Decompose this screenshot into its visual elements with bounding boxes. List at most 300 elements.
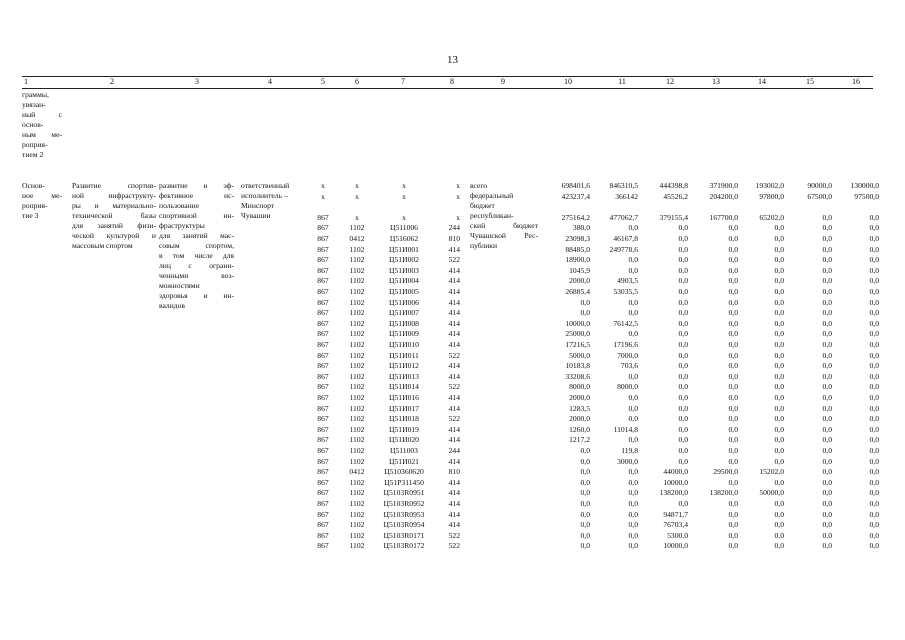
funding-source-cell: [470, 181, 538, 251]
text-line: валидов: [159, 301, 186, 310]
table-cell-c12: 0,0: [678, 287, 688, 296]
text-line: ное ме-: [22, 191, 62, 200]
table-cell-c12: 5300,0: [667, 530, 688, 540]
table-cell-c8: 414: [448, 361, 460, 371]
table-cell-c5: 867: [317, 456, 329, 466]
text-line: увязан-: [22, 100, 46, 109]
text-line: совым спортом,: [159, 241, 234, 250]
table-cell-c11: 0,0: [628, 488, 638, 498]
text-line: граммы,: [22, 90, 49, 99]
table-cell-c13: 167700,0: [709, 212, 738, 222]
text-line: всего: [470, 181, 488, 190]
text-line: лиц с ограни-: [159, 261, 234, 270]
table-cell-c13: 0,0: [728, 509, 738, 519]
table-cell-c6: 1102: [349, 541, 365, 551]
table-cell-c6: 1102: [349, 382, 365, 392]
table-cell-c6: 1102: [349, 340, 365, 349]
table-cell-c15: 0,0: [822, 350, 832, 360]
table-cell-c15: 0,0: [822, 318, 832, 328]
text-line: Минспорт: [241, 201, 275, 210]
table-cell-c16: 0,0: [869, 446, 879, 455]
table-cell-c15: 0,0: [822, 403, 832, 413]
table-cell-c8: 414: [448, 435, 460, 445]
table-cell-c6: 1102: [349, 287, 365, 296]
table-cell-c8: 414: [448, 297, 460, 307]
table-cell-c6: 1102: [349, 371, 365, 381]
table-cell-c6: 1102: [349, 393, 365, 402]
table-cell-c14: 0,0: [774, 435, 784, 445]
text-line: ным ме-: [22, 130, 62, 139]
table-cell-c13: 0,0: [728, 276, 738, 286]
table-cell-c8: 414: [448, 329, 460, 339]
table-cell-c10: 23098,3: [565, 234, 590, 243]
table-cell-c10: 1260,0: [569, 424, 590, 434]
table-cell-c7: Ц5103R0171: [383, 530, 425, 540]
table-cell-c10: 10000,0: [565, 318, 590, 328]
table-cell-c14: 0,0: [774, 308, 784, 318]
table-cell-c16: 0,0: [869, 276, 879, 286]
table-cell-c13: 0,0: [728, 329, 738, 339]
table-cell-c7: Ц510360620: [384, 467, 424, 477]
table-cell-c10: 0,0: [580, 499, 590, 508]
table-cell-c8: 244: [448, 446, 460, 455]
table-cell-c16: 0,0: [869, 287, 879, 296]
prev-row-col1-text: [22, 90, 62, 160]
table-cell-c6: 1102: [349, 530, 365, 540]
table-cell-c8: 414: [448, 308, 460, 318]
text-line: роприя-: [22, 140, 48, 149]
table-cell-c7: Ц516062: [389, 234, 419, 243]
table-cell-c15: 0,0: [822, 488, 832, 498]
table-cell-c14: 0,0: [774, 477, 784, 487]
table-cell-c13: 29500,0: [713, 467, 738, 477]
table-cell-c8: 414: [448, 456, 460, 466]
table-cell-c12: 45526,2: [663, 191, 688, 201]
table-cell-c13: 0,0: [728, 244, 738, 254]
table-cell-c6: 1102: [349, 424, 365, 434]
table-cell-c14: 0,0: [774, 244, 784, 254]
table-cell-c14: 0,0: [774, 223, 784, 233]
column-number-15: 15: [806, 77, 814, 86]
table-cell-c16: 0,0: [869, 435, 879, 445]
table-cell-c8: 522: [448, 350, 460, 360]
table-cell-c6: 1102: [349, 308, 365, 318]
table-cell-c10: 1283,5: [569, 403, 590, 413]
table-cell-c14: 0,0: [774, 382, 784, 392]
table-cell-c12: 0,0: [678, 234, 688, 243]
column-number-11: 11: [618, 77, 626, 86]
table-cell-c7: Ц5103R0954: [383, 520, 425, 530]
column-number-13: 13: [712, 77, 720, 86]
table-cell-c7: Ц51И006: [389, 297, 419, 307]
table-cell-c12: 0,0: [678, 393, 688, 402]
table-cell-c14: 50000,0: [759, 488, 784, 498]
table-cell-c10: 1217,2: [569, 435, 590, 445]
table-cell-c16: 0,0: [869, 371, 879, 381]
table-cell-c12: 76703,4: [663, 520, 688, 530]
table-cell-c5: 867: [317, 393, 329, 402]
table-cell-c15: 0,0: [822, 467, 832, 477]
table-cell-c15: 0,0: [822, 541, 832, 551]
table-cell-c11: 0,0: [628, 297, 638, 307]
table-cell-c6: 1102: [349, 435, 365, 445]
measure-goal-cell: [159, 181, 234, 311]
table-cell-c12: 0,0: [678, 255, 688, 265]
table-cell-c8: 414: [448, 520, 460, 530]
measure-name-cell: [22, 181, 62, 221]
table-cell-c8: 810: [448, 467, 460, 477]
table-cell-c11: 76142,5: [613, 318, 638, 328]
table-cell-c16: 0,0: [869, 265, 879, 275]
table-cell-c7: Ц51И018: [389, 414, 419, 424]
table-cell-c15: 0,0: [822, 329, 832, 339]
column-number-9: 9: [501, 77, 505, 86]
table-cell-c10: 423237,4: [561, 191, 590, 201]
table-cell-c10: 17216,5: [565, 340, 590, 349]
table-cell-c14: 0,0: [774, 414, 784, 424]
table-cell-c5: 867: [317, 541, 329, 551]
table-cell-c15: 0,0: [822, 308, 832, 318]
table-cell-c5: x: [321, 181, 325, 190]
table-cell-c15: 0,0: [822, 477, 832, 487]
table-cell-c16: 0,0: [869, 509, 879, 519]
table-cell-c16: 0,0: [869, 318, 879, 328]
table-cell-c6: 1102: [349, 477, 365, 487]
table-cell-c14: 0,0: [774, 361, 784, 371]
table-cell-c8: 414: [448, 340, 460, 349]
table-cell-c10: 0,0: [580, 530, 590, 540]
table-cell-c10: 0,0: [580, 520, 590, 530]
table-cell-c7: Ц51И010: [389, 340, 419, 349]
table-cell-c12: 444398,8: [659, 181, 688, 190]
table-cell-c14: 0,0: [774, 456, 784, 466]
table-cell-c11: 0,0: [628, 520, 638, 530]
table-cell-c14: 0,0: [774, 297, 784, 307]
table-cell-c7: Ц51И007: [389, 308, 419, 318]
table-cell-c13: 0,0: [728, 477, 738, 487]
table-cell-c16: 0,0: [869, 382, 879, 392]
table-cell-c10: 0,0: [580, 297, 590, 307]
table-cell-c16: 0,0: [869, 530, 879, 540]
table-cell-c7: Ц51И001: [389, 244, 419, 254]
table-cell-c7: Ц5103R0951: [383, 488, 425, 498]
table-cell-c6: 1102: [349, 244, 365, 254]
table-cell-c5: 867: [317, 223, 329, 233]
table-cell-c16: 0,0: [869, 520, 879, 530]
table-cell-c8: 414: [448, 403, 460, 413]
text-line: ответственный: [241, 181, 290, 190]
table-cell-c11: 7000,0: [617, 350, 638, 360]
table-cell-c12: 0,0: [678, 350, 688, 360]
table-cell-c15: 0,0: [822, 424, 832, 434]
table-cell-c8: 414: [448, 244, 460, 254]
text-line: для занятий мас-: [159, 231, 234, 240]
table-cell-c5: 867: [317, 265, 329, 275]
table-cell-c6: 1102: [349, 446, 365, 455]
page-number: 13: [447, 54, 458, 66]
table-cell-c15: 0,0: [822, 234, 832, 243]
table-cell-c5: 867: [317, 499, 329, 508]
table-cell-c15: 0,0: [822, 393, 832, 402]
table-cell-c7: Ц51И003: [389, 265, 419, 275]
table-cell-c16: 0,0: [869, 361, 879, 371]
text-line: исполнитель –: [241, 191, 288, 200]
table-cell-c15: 0,0: [822, 287, 832, 296]
text-line: фраструктуры: [159, 221, 205, 230]
table-cell-c12: 0,0: [678, 340, 688, 349]
table-cell-c5: 867: [317, 520, 329, 530]
table-cell-c8: 414: [448, 276, 460, 286]
table-cell-c16: 0,0: [869, 350, 879, 360]
table-cell-c14: 15202,0: [759, 467, 784, 477]
column-number-2: 2: [110, 77, 114, 86]
table-cell-c7: Ц51И021: [389, 456, 419, 466]
table-cell-c16: 0,0: [869, 424, 879, 434]
table-cell-c6: 1102: [349, 520, 365, 530]
table-cell-c7: Ц511003: [390, 446, 418, 455]
text-line: ченными воз-: [159, 271, 234, 280]
table-cell-c15: 0,0: [822, 276, 832, 286]
column-number-14: 14: [758, 77, 766, 86]
table-cell-c15: 90000,0: [807, 181, 832, 190]
table-cell-c10: 8000,0: [569, 382, 590, 392]
table-cell-c5: 867: [317, 467, 329, 477]
table-cell-c16: 0,0: [869, 456, 879, 466]
table-cell-c7: x: [402, 191, 406, 201]
table-cell-c11: 0,0: [628, 371, 638, 381]
table-cell-c12: 0,0: [678, 329, 688, 339]
table-cell-c6: 1102: [349, 488, 365, 498]
table-cell-c11: 0,0: [628, 435, 638, 445]
table-cell-c10: 25000,0: [565, 329, 590, 339]
table-cell-c13: 0,0: [728, 297, 738, 307]
table-cell-c7: Ц51И020: [389, 435, 419, 445]
table-cell-c15: 0,0: [822, 361, 832, 371]
table-cell-c15: 0,0: [822, 435, 832, 445]
table-cell-c12: 0,0: [678, 382, 688, 392]
table-cell-c16: 0,0: [869, 234, 879, 243]
table-cell-c6: x: [355, 191, 359, 201]
table-cell-c7: Ц51И012: [389, 361, 419, 371]
column-number-16: 16: [852, 77, 860, 86]
table-cell-c11: 0,0: [628, 467, 638, 477]
table-cell-c8: 414: [448, 318, 460, 328]
text-line: ной инфраструкту-: [72, 191, 156, 200]
table-cell-c15: 0,0: [822, 265, 832, 275]
table-cell-c14: 65202,0: [759, 212, 784, 222]
column-number-10: 10: [564, 77, 572, 86]
table-cell-c12: 0,0: [678, 318, 688, 328]
table-cell-c7: Ц51И002: [389, 255, 419, 265]
table-cell-c6: 1102: [349, 456, 365, 466]
text-line: в том числе для: [159, 251, 234, 260]
table-cell-c14: 0,0: [774, 509, 784, 519]
table-cell-c15: 0,0: [822, 297, 832, 307]
table-cell-c6: 1102: [349, 265, 365, 275]
table-cell-c15: 0,0: [822, 414, 832, 424]
table-cell-c11: 8000,0: [617, 382, 638, 392]
table-cell-c5: 867: [317, 382, 329, 392]
table-cell-c13: 0,0: [728, 255, 738, 265]
table-cell-c16: 0,0: [869, 414, 879, 424]
table-cell-c14: 0,0: [774, 255, 784, 265]
text-line: федеральный: [470, 191, 514, 200]
table-cell-c8: 244: [448, 223, 460, 233]
table-cell-c13: 0,0: [728, 499, 738, 508]
table-cell-c14: 0,0: [774, 371, 784, 381]
table-cell-c10: 26885,4: [565, 287, 590, 296]
table-cell-c13: 0,0: [728, 361, 738, 371]
table-cell-c10: 0,0: [580, 446, 590, 455]
table-cell-c14: 0,0: [774, 265, 784, 275]
table-cell-c10: 380,0: [572, 223, 590, 233]
table-cell-c6: 1102: [349, 414, 365, 424]
table-cell-c7: Ц51Р311450: [384, 477, 424, 487]
text-line: Чувашии: [241, 211, 271, 220]
table-cell-c13: 0,0: [728, 223, 738, 233]
column-number-8: 8: [450, 77, 454, 86]
text-line: ный с: [22, 110, 62, 119]
text-line: тием 2: [22, 150, 44, 159]
table-cell-c11: 53035,5: [613, 287, 638, 296]
table-cell-c8: 414: [448, 265, 460, 275]
table-cell-c8: 414: [448, 393, 460, 402]
table-cell-c14: 193002,0: [755, 181, 784, 190]
text-line: бюджет: [470, 201, 495, 210]
table-cell-c5: 867: [317, 446, 329, 455]
table-cell-c14: 0,0: [774, 318, 784, 328]
table-cell-c16: 0,0: [869, 541, 879, 551]
table-cell-c16: 0,0: [869, 499, 879, 508]
table-cell-c7: Ц51И016: [389, 393, 419, 402]
table-cell-c12: 0,0: [678, 244, 688, 254]
table-cell-c12: 0,0: [678, 361, 688, 371]
table-cell-c11: 0,0: [628, 255, 638, 265]
table-cell-c11: 703,6: [620, 361, 638, 371]
table-cell-c12: 0,0: [678, 435, 688, 445]
table-cell-c15: 67500,0: [807, 191, 832, 201]
table-cell-c15: 0,0: [822, 456, 832, 466]
table-cell-c15: 0,0: [822, 530, 832, 540]
table-cell-c6: 1102: [349, 499, 365, 508]
table-cell-c13: 0,0: [728, 446, 738, 455]
table-cell-c12: 379155,4: [659, 212, 688, 222]
table-cell-c10: 2000,0: [569, 393, 590, 402]
table-cell-c14: 97800,0: [759, 191, 784, 201]
table-cell-c16: 0,0: [869, 255, 879, 265]
table-cell-c12: 94871,7: [663, 509, 688, 519]
table-cell-c12: 44000,0: [663, 467, 688, 477]
column-number-1: 1: [24, 77, 28, 86]
table-cell-c5: x: [321, 191, 325, 201]
table-cell-c12: 0,0: [678, 499, 688, 508]
table-cell-c12: 10000,0: [663, 477, 688, 487]
table-cell-c11: 0,0: [628, 223, 638, 233]
table-cell-c10: 0,0: [580, 308, 590, 318]
table-cell-c13: 0,0: [728, 393, 738, 402]
text-line: для занятий физи-: [72, 221, 156, 230]
table-cell-c11: 0,0: [628, 414, 638, 424]
table-cell-c11: 0,0: [628, 499, 638, 508]
table-cell-c14: 0,0: [774, 541, 784, 551]
table-cell-c8: 414: [448, 499, 460, 508]
table-cell-c10: 0,0: [580, 541, 590, 551]
table-cell-c10: 2000,0: [569, 276, 590, 286]
table-cell-c14: 0,0: [774, 329, 784, 339]
column-number-5: 5: [321, 77, 325, 86]
table-cell-c13: 0,0: [728, 435, 738, 445]
table-cell-c7: Ц51И013: [389, 371, 419, 381]
table-cell-c10: 33208,6: [565, 371, 590, 381]
table-cell-c12: 0,0: [678, 446, 688, 455]
table-cell-c10: 18900,0: [565, 255, 590, 265]
text-line: массовым спортом: [72, 241, 133, 250]
table-cell-c12: 0,0: [678, 297, 688, 307]
table-cell-c5: 867: [317, 287, 329, 296]
text-line: публики: [470, 241, 498, 250]
table-cell-c8: 810: [448, 234, 460, 243]
text-line: основ-: [22, 120, 44, 129]
table-cell-c6: 1102: [349, 255, 365, 265]
table-cell-c13: 0,0: [728, 265, 738, 275]
table-cell-c10: 275164,2: [561, 212, 590, 222]
table-cell-c13: 0,0: [728, 350, 738, 360]
text-line: республикан-: [470, 211, 514, 220]
table-cell-c7: Ц51И004: [389, 276, 419, 286]
table-cell-c14: 0,0: [774, 393, 784, 402]
table-cell-c15: 0,0: [822, 255, 832, 265]
table-cell-c8: 522: [448, 414, 460, 424]
table-cell-c12: 0,0: [678, 424, 688, 434]
table-cell-c5: 867: [317, 361, 329, 371]
table-cell-c12: 0,0: [678, 265, 688, 275]
table-cell-c14: 0,0: [774, 424, 784, 434]
text-line: Чувашской Рес-: [470, 231, 538, 240]
table-cell-c16: 0,0: [869, 212, 879, 222]
table-cell-c15: 0,0: [822, 509, 832, 519]
table-cell-c16: 0,0: [869, 393, 879, 402]
header-bottom-rule: [22, 88, 873, 89]
table-cell-c11: 0,0: [628, 265, 638, 275]
table-cell-c15: 0,0: [822, 340, 832, 349]
table-cell-c6: 1102: [349, 223, 365, 233]
table-cell-c15: 0,0: [822, 382, 832, 392]
text-line: можностями: [159, 281, 200, 290]
text-line: Развитие спортив-: [72, 181, 156, 190]
column-number-12: 12: [666, 77, 674, 86]
table-cell-c16: 0,0: [869, 488, 879, 498]
table-cell-c16: 0,0: [869, 244, 879, 254]
table-cell-c5: 867: [317, 329, 329, 339]
table-cell-c13: 0,0: [728, 541, 738, 551]
table-cell-c13: 0,0: [728, 414, 738, 424]
table-cell-c6: 1102: [349, 297, 365, 307]
table-cell-c6: 1102: [349, 403, 365, 413]
text-line: здоровья и ин-: [159, 291, 234, 300]
table-cell-c13: 0,0: [728, 318, 738, 328]
table-cell-c11: 11014,8: [613, 424, 638, 434]
table-cell-c8: 414: [448, 424, 460, 434]
text-line: спортивной ин-: [159, 211, 234, 220]
table-cell-c15: 0,0: [822, 244, 832, 254]
table-cell-c11: 3000,0: [617, 456, 638, 466]
table-cell-c5: 867: [317, 414, 329, 424]
table-cell-c7: Ц5103R0172: [383, 541, 425, 551]
table-cell-c5: 867: [317, 488, 329, 498]
table-cell-c15: 0,0: [822, 212, 832, 222]
table-cell-c11: 0,0: [628, 403, 638, 413]
table-cell-c12: 138200,0: [659, 488, 688, 498]
